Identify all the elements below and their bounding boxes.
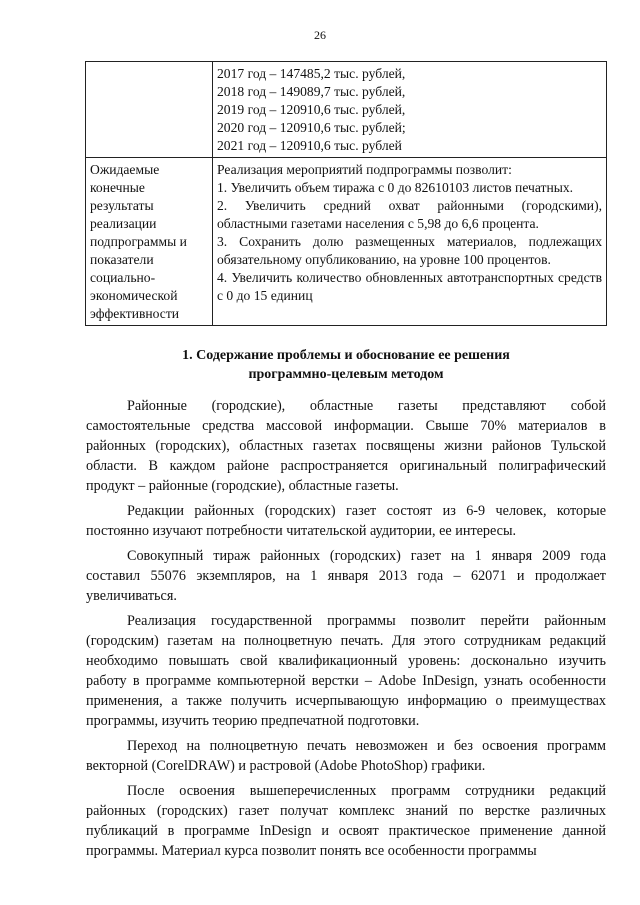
results-label-line: экономической <box>90 288 178 303</box>
results-label-line: социально- <box>90 270 156 285</box>
paragraph: Реализация государственной программы позволит перейти районным (городским) газетам на полноцветную печать. Для этого сотрудникам редакций необходимо повышать свой квалификационный уровень: досконально изучить работу в программе компьютерной верстки – Adobe InDesign, узнать особенности применения, а также получить исчерпывающую информацию о преимуществах программы, изучить теорию предпечатной подготовки. <box>86 613 606 729</box>
result-item-2: 2. Увеличить средний охват районными (городскими), областными газетами населения с 5,98 до 6,6 процента. <box>217 198 602 231</box>
funding-line-2021: 2021 год – 120910,6 тыс. рублей <box>217 138 402 153</box>
paragraph: После освоения вышеперечисленных программ сотрудники редакций районных (городских) газет получат комплекс знаний по верстке различных публикаций в программе InDesign и освоят практическое применение данной программы. Материал курса позволит понять все особенности программы <box>86 783 606 859</box>
body-text <box>86 396 606 866</box>
result-item-4: 4. Увеличить количество обновленных автотранспортных средств с 0 до 15 единиц <box>217 270 602 303</box>
paragraph: Районные (городские), областные газеты представляют собой самостоятельные средства массовой информации. Свыше 70% материалов в районных (городских), областных газетах посвящены жизни районов Тульской области. В каждом районе распространяется оригинальный полиграфический продукт – районные (городские), областные газеты. <box>86 398 606 494</box>
funding-line-2019: 2019 год – 120910,6 тыс. рублей, <box>217 102 406 117</box>
paragraph: Совокупный тираж районных (городских) газет на 1 января 2009 года составил 55076 экземпляров, на 1 января 2013 года – 62071 и продолжает увеличиваться. <box>86 548 606 604</box>
passport-table <box>85 61 607 326</box>
table-row-expected-results <box>86 158 607 326</box>
funding-line-2018: 2018 год – 149089,7 тыс. рублей, <box>217 84 406 99</box>
table-row-funding <box>86 62 607 158</box>
result-item-1: 1. Увеличить объем тиража с 0 до 82610103 листов печатных. <box>217 180 574 195</box>
funding-line-2017: 2017 год – 147485,2 тыс. рублей, <box>217 66 406 81</box>
results-label-line: конечные <box>90 180 145 195</box>
paragraph: Переход на полноцветную печать невозможен и без освоения программ векторной (CorelDRAW) и растровой (Adobe PhotoShop) графики. <box>86 738 606 774</box>
table-cell-results-content <box>213 158 607 326</box>
results-label-line: реализации <box>90 216 157 231</box>
page-number: 26 <box>314 28 326 42</box>
table-cell-results-label <box>86 158 213 326</box>
result-item-3: 3. Сохранить долю размещенных материалов, подлежащих обязательному опубликованию, на уровне 100 процентов. <box>217 234 602 267</box>
section-heading <box>85 346 607 384</box>
paragraph: Редакции районных (городских) газет состоят из 6-9 человек, которые постоянно изучают потребности читательской аудитории, ее интересы. <box>86 503 606 539</box>
results-label-line: эффективности <box>90 306 180 321</box>
results-label-line: результаты <box>90 198 154 213</box>
results-intro: Реализация мероприятий подпрограммы позволит: <box>217 162 512 177</box>
section-heading-line-1: 1. Содержание проблемы и обоснование ее решения <box>182 348 510 363</box>
results-label-line: подпрограммы и <box>90 234 187 249</box>
funding-line-2020: 2020 год – 120910,6 тыс. рублей; <box>217 120 406 135</box>
table-cell-empty <box>86 62 213 158</box>
table-cell-funding-years <box>213 62 607 158</box>
results-label-line: Ожидаемые <box>90 162 160 177</box>
results-label-line: показатели <box>90 252 154 267</box>
section-heading-line-2: программно-целевым методом <box>248 367 444 382</box>
